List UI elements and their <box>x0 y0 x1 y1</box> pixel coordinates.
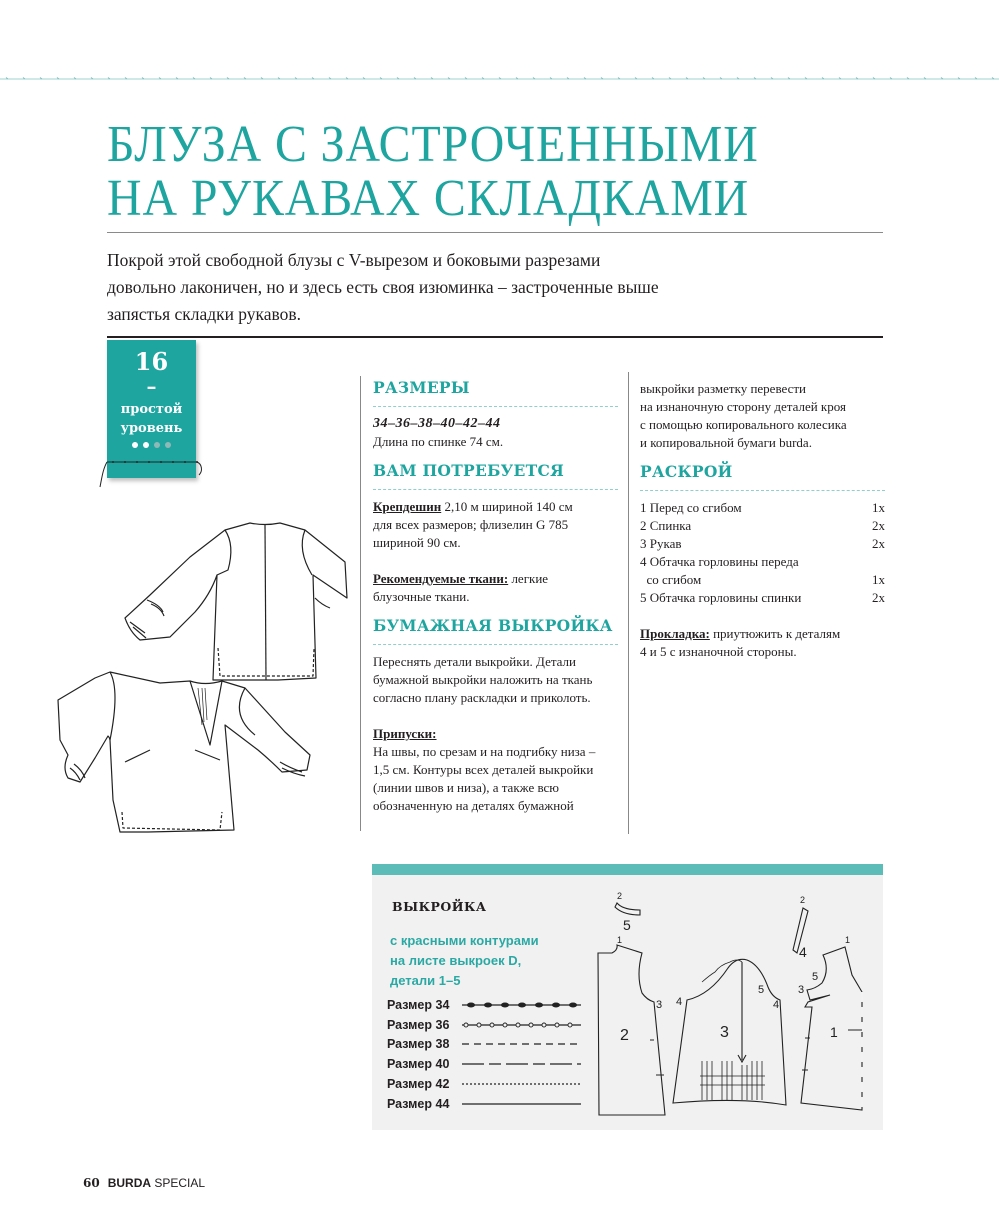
section-heading-materials: ВАМ ПОТРЕБУЕТСЯ <box>373 461 565 480</box>
badge-stitch-thread <box>98 455 206 491</box>
dotted-divider <box>373 489 618 490</box>
legend-size-label: Размер 38 <box>387 1037 450 1052</box>
blouse-technical-sketch <box>50 500 360 900</box>
pattern-sheet-info-line: на листе выкроек D, <box>390 953 522 968</box>
legend-line-dots-open <box>459 1020 584 1030</box>
recommended-fabrics <box>373 570 618 588</box>
difficulty-label-line: простой <box>120 402 183 417</box>
pattern-sheet-info <box>390 931 539 991</box>
piece-name: 2 Спинка <box>640 518 692 533</box>
recommended-text: блузочные ткани. <box>373 589 470 604</box>
page-number: 60 <box>83 1176 100 1190</box>
difficulty-label-line: уровень <box>120 421 183 436</box>
title-line-1: БЛУЗА С ЗАСТРОЧЕННЫМИ <box>107 116 759 173</box>
svg-text:4: 4 <box>773 999 780 1011</box>
piece-3-sleeve <box>673 959 786 1105</box>
continued-text: на изнаночную сторону деталей кроя <box>640 399 846 414</box>
piece-name: со сгибом <box>640 572 702 587</box>
dotted-divider <box>373 406 618 407</box>
pattern-pieces-diagram <box>590 875 885 1125</box>
intro-paragraph <box>107 247 786 328</box>
piece-2-back <box>598 935 665 1115</box>
fabric-label: Крепдешин <box>373 499 442 514</box>
legend-row <box>387 1035 584 1055</box>
pattern-panel-bar <box>372 864 883 875</box>
legend-size-label: Размер 44 <box>387 1096 450 1111</box>
legend-size-label: Размер 42 <box>387 1077 450 1092</box>
legend-line-dashed <box>459 1039 584 1049</box>
column-divider <box>360 376 361 831</box>
divider <box>107 336 883 338</box>
svg-text:4: 4 <box>676 996 683 1008</box>
legend-line-dots-filled <box>459 1000 584 1010</box>
cutting-list-item <box>640 517 885 535</box>
legend-size-label: Размер 36 <box>387 1017 450 1032</box>
piece-quantity: 1x <box>872 500 885 515</box>
legend-line-dotted <box>459 1079 584 1089</box>
svg-text:3: 3 <box>656 999 663 1011</box>
model-number: 16 <box>134 347 169 376</box>
legend-size-label: Размер 40 <box>387 1057 450 1072</box>
difficulty-dot-filled <box>132 442 138 448</box>
size-range: 34–36–38–40–42–44 <box>373 416 501 431</box>
interfacing-text: приутюжить к деталям <box>709 626 841 641</box>
cutting-list-item <box>640 553 885 571</box>
piece-5-back-facing <box>615 891 640 933</box>
fabric-requirements <box>373 498 618 516</box>
continued-text: с помощью копировального колесика <box>640 417 847 432</box>
piece-name: 4 Обтачка горловины переда <box>640 554 799 569</box>
fabric-text: шириной 90 см. <box>373 535 461 550</box>
difficulty-label <box>107 400 196 438</box>
magazine-brand: BURDA <box>107 1176 152 1190</box>
decorative-stitch-line <box>0 76 999 82</box>
allowance-text: 1,5 см. Контуры всех деталей выкройки <box>373 762 594 777</box>
fabric-text: 2,10 м шириной 140 см <box>441 499 573 514</box>
magazine-brand-suffix: SPECIAL <box>151 1176 206 1190</box>
difficulty-dot-empty <box>165 442 171 448</box>
allowance-text: На швы, по срезам и на подгибку низа – <box>373 744 596 759</box>
interfacing-text: 4 и 5 с изнаночной стороны. <box>640 644 797 659</box>
svg-text:5: 5 <box>812 971 819 983</box>
piece-quantity: 2x <box>872 536 885 551</box>
pattern-sheet-info-line: с красными контурами <box>390 933 539 948</box>
piece-name: 5 Обтачка горловины спинки <box>640 590 802 605</box>
svg-text:3: 3 <box>720 1024 729 1041</box>
title-line-2: НА РУКАВАХ СКЛАДКАМИ <box>107 170 750 227</box>
piece-1-front <box>798 935 862 1110</box>
interfacing-label: Прокладка: <box>640 626 710 641</box>
difficulty-dot-empty <box>154 442 160 448</box>
svg-text:2: 2 <box>617 891 623 901</box>
svg-text:4: 4 <box>799 944 807 960</box>
legend-row <box>387 1094 584 1114</box>
instructions-column-2 <box>640 380 885 661</box>
piece-quantity: 2x <box>872 518 885 533</box>
paper-pattern-text: Переснять детали выкройки. Детали <box>373 654 577 669</box>
back-length: Длина по спинке 74 см. <box>373 434 504 449</box>
legend-row <box>387 1074 584 1094</box>
back-view-sketch <box>125 523 347 680</box>
pattern-panel-title: ВЫКРОЙКА <box>392 899 487 914</box>
badge-dash: – <box>146 374 157 398</box>
front-view-sketch <box>58 672 310 832</box>
paper-pattern-text: бумажной выкройки наложить на ткань <box>373 672 593 687</box>
piece-quantity: 1x <box>872 572 885 587</box>
interfacing-note <box>640 625 885 643</box>
piece-quantity: 2x <box>872 590 885 605</box>
page-title <box>107 118 759 226</box>
continued-text: выкройки разметку перевести <box>640 381 807 396</box>
legend-row <box>387 1015 584 1035</box>
legend-line-solid <box>459 1099 584 1109</box>
piece-name: 1 Перед со сгибом <box>640 500 742 515</box>
piece-name: 3 Рукав <box>640 536 682 551</box>
fabric-text: для всех размеров; флизелин G 785 <box>373 517 569 532</box>
section-heading-cutting: РАСКРОЙ <box>640 462 733 481</box>
cutting-list-item <box>640 499 885 517</box>
svg-text:2: 2 <box>620 1027 629 1044</box>
section-heading-sizes: РАЗМЕРЫ <box>373 378 470 397</box>
legend-size-label: Размер 34 <box>387 997 450 1012</box>
pattern-sheet-info-line: детали 1–5 <box>390 973 461 988</box>
legend-line-dash-long-short <box>459 1059 584 1069</box>
divider <box>107 232 883 233</box>
svg-text:1: 1 <box>617 935 623 945</box>
legend-row <box>387 995 584 1015</box>
svg-text:3: 3 <box>798 984 805 996</box>
svg-text:1: 1 <box>845 935 851 945</box>
allowance-text: (линии швов и низа), а также всю <box>373 780 560 795</box>
page-footer <box>83 1176 205 1190</box>
recommended-text: легкие <box>508 571 549 586</box>
column-divider <box>628 372 629 834</box>
difficulty-dots <box>107 442 196 448</box>
cutting-list-item <box>640 571 885 589</box>
dotted-divider <box>373 644 618 645</box>
legend-row <box>387 1054 584 1074</box>
intro-line: довольно лаконичен, но и здесь есть своя изюминка – застроченные выше <box>107 277 659 297</box>
continued-text: и копировальной бумаги burda. <box>640 435 812 450</box>
cutting-list-item <box>640 589 885 607</box>
svg-text:5: 5 <box>623 917 631 933</box>
section-heading-paper-pattern: БУМАЖНАЯ ВЫКРОЙКА <box>373 616 613 635</box>
intro-line: Покрой этой свободной блузы с V-вырезом и боковыми разрезами <box>107 250 601 270</box>
difficulty-dot-filled <box>143 442 149 448</box>
svg-text:5: 5 <box>758 984 765 996</box>
svg-text:1: 1 <box>830 1024 838 1040</box>
dotted-divider <box>640 490 885 491</box>
instructions-column-1 <box>373 378 618 815</box>
intro-line: запястья складки рукавов. <box>107 304 301 324</box>
size-line-legend <box>387 995 584 1114</box>
paper-pattern-text: согласно плану раскладки и приколоть. <box>373 690 591 705</box>
recommended-label: Рекомендуемые ткани: <box>373 571 509 586</box>
piece-4-front-facing <box>793 895 808 960</box>
allowance-text: обозначенную на деталях бумажной <box>373 798 574 813</box>
svg-text:2: 2 <box>800 895 806 905</box>
allowance-label: Припуски: <box>373 726 437 741</box>
cutting-list <box>640 499 885 607</box>
cutting-list-item <box>640 535 885 553</box>
